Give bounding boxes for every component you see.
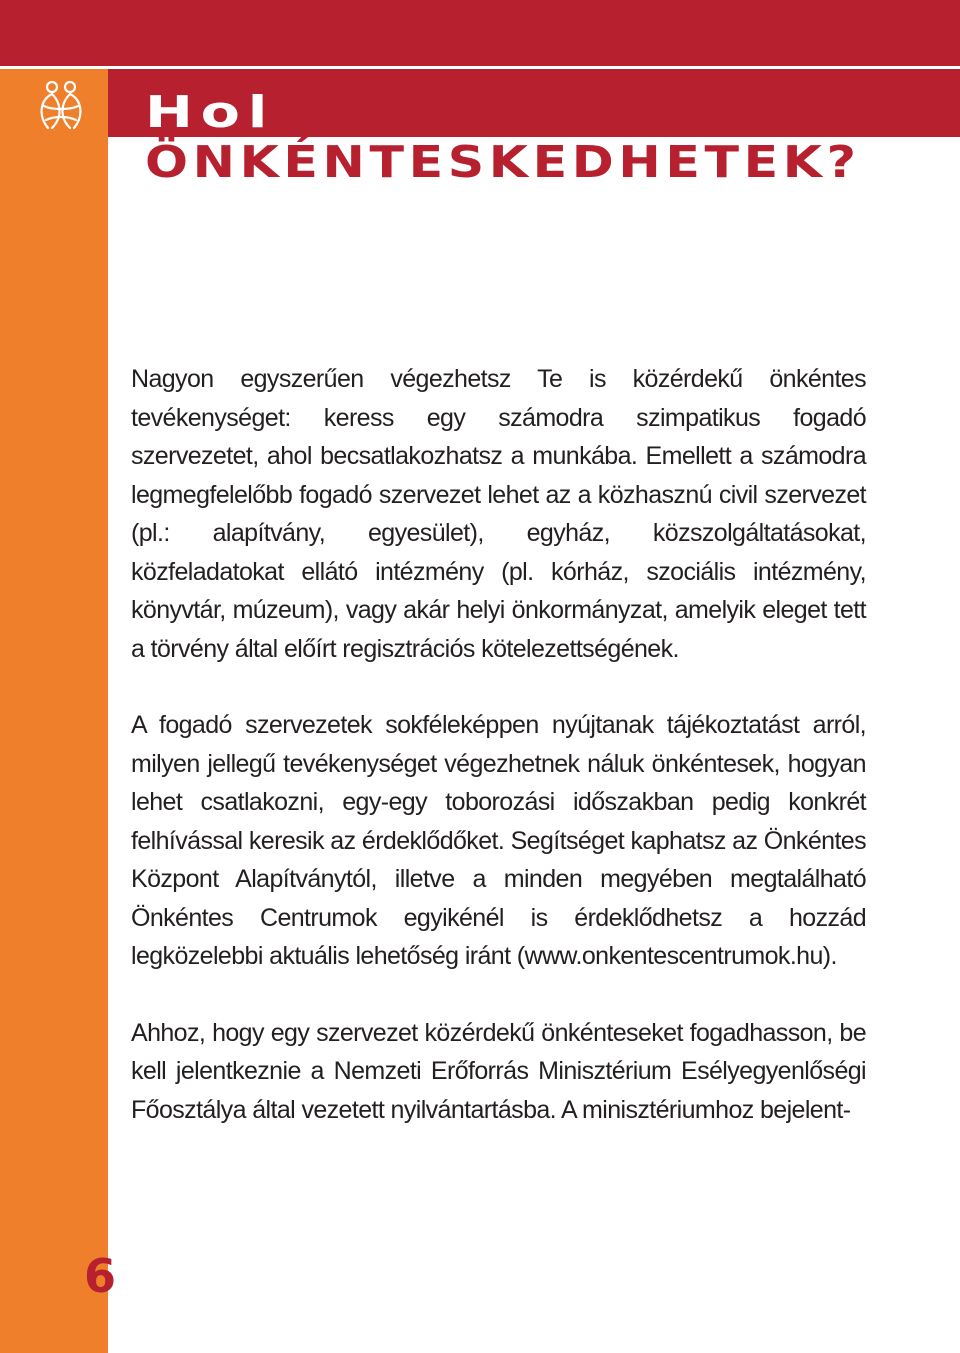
paragraph-registration: Ahhoz, hogy egy szervezet közérdekű önkénteseket fogadhasson, be kell jelentkeznie a Nemzeti Erőforrás Minisztérium Esélyegyenlőségi Főosztálya által vezetett nyilvántartásba. A minisztériumhoz bejelent- — [131, 1018, 866, 1124]
page-title-line2: ÖNKÉNTESKEDHETEK? — [145, 137, 861, 188]
page-title-line1: Hol — [145, 87, 276, 138]
paragraph-intro: Nagyon egyszerűen végezhetsz Te is közérdekű önkéntes tevékenységet: keress egy számodra szimpatikus fogadó szervezetet, ahol becsatlakozhatsz a munkába. Emellett a számodra legmegfelelőbb fogadó szervezet lehet az a közhasznú civil szervezet (pl.: alapítvány, egyesület), egyház, közszolgáltatásokat, közfeladatokat ellátó intézmény (pl. kórház, szociális intézmény, könyvtár, múzeum), vagy akár helyi önkormányzat, amelyik eleget tett a törvény által előírt regisztrációs kötelezettségének. — [131, 365, 866, 663]
body-text — [131, 360, 866, 1167]
page-number: 6 — [84, 1249, 117, 1303]
page-title — [145, 87, 861, 188]
volunteer-figures-icon — [30, 76, 92, 138]
side-orange-strip — [0, 69, 117, 1353]
paragraph-information: A fogadó szervezetek sokféleképpen nyújtanak tájékoztatást arról, milyen jellegű tevékenységet végezhetnek náluk önkéntesek, hogyan lehet csatlakozni, egy-egy toborozási időszakban pedig konkrét felhívással keresik az érdeklődőket. Segítséget kaphatsz az Önkéntes Központ Alapítványtól, illetve a minden megyében megtalálható Önkéntes Centrumok egyikénél is érdeklődhetsz a hozzád legközelebbi aktuális lehetőség iránt (www.onkentescentrumok.hu). — [131, 711, 866, 970]
top-red-band — [0, 0, 960, 66]
